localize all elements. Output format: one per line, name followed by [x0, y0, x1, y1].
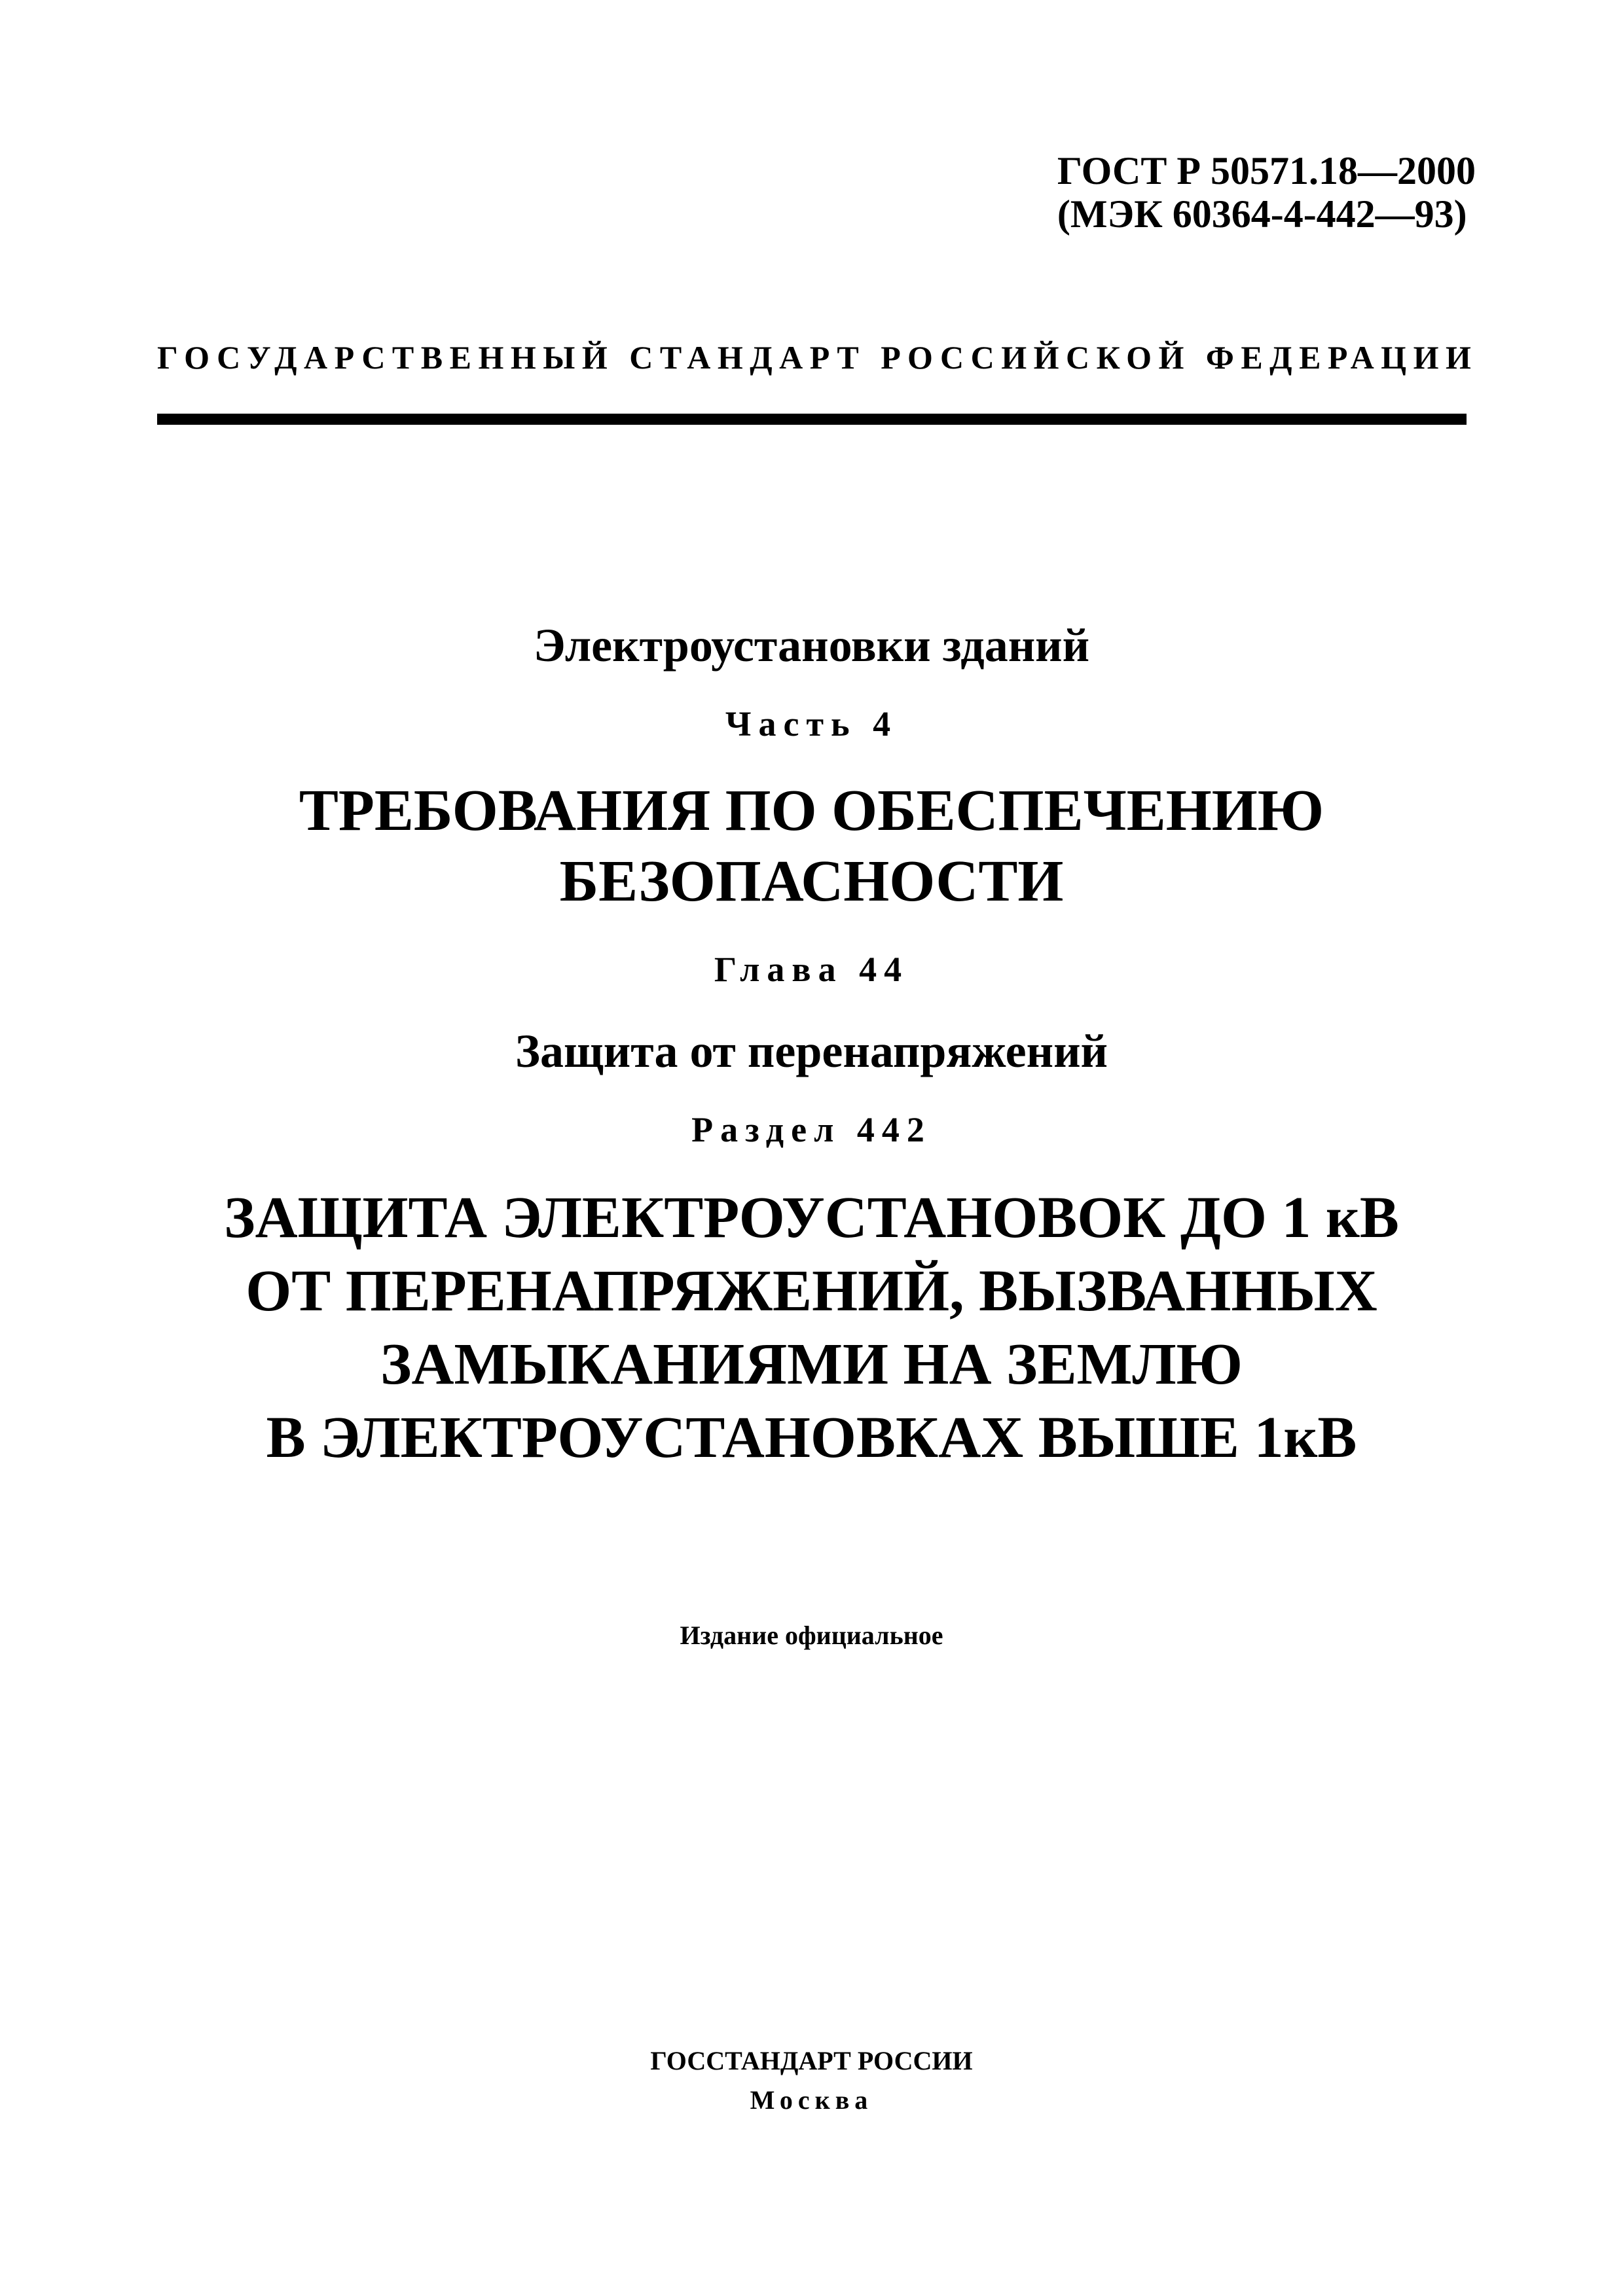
standard-number-block	[1057, 149, 1476, 236]
edition-note: Издание официальное	[680, 1621, 943, 1650]
section-title	[0, 1181, 1623, 1475]
publication-city: Москва	[750, 2085, 873, 2115]
chapter-label: Глава 44	[714, 950, 909, 989]
section-title-line: ЗАЩИТА ЭЛЕКТРОУСТАНОВОК ДО 1 кВ	[224, 1185, 1399, 1250]
chapter-title: Защита от перенапряжений	[515, 1025, 1108, 1077]
section-title-line: В ЭЛЕКТРОУСТАНОВКАХ ВЫШЕ 1кВ	[266, 1405, 1357, 1470]
iec-number: (МЭК 60364-4-442—93)	[1057, 192, 1467, 236]
section-label: Раздел 442	[691, 1110, 932, 1149]
state-standard-heading: ГОСУДАРСТВЕННЫЙ СТАНДАРТ РОССИЙСКОЙ ФЕДЕРАЦИИ	[157, 339, 1478, 376]
part-title-line: БЕЗОПАСНОСТИ	[559, 849, 1064, 914]
section-title-line: ОТ ПЕРЕНАПРЯЖЕНИЙ, ВЫЗВАННЫХ	[246, 1259, 1377, 1323]
section-title-line: ЗАМЫКАНИЯМИ НА ЗЕМЛЮ	[380, 1332, 1243, 1397]
part-title	[0, 776, 1623, 917]
gost-number: ГОСТ Р 50571.18—2000	[1057, 149, 1476, 192]
publisher: ГОССТАНДАРТ РОССИИ	[650, 2046, 973, 2075]
series-title: Электроустановки зданий	[533, 619, 1090, 672]
part-label: Часть 4	[725, 704, 898, 744]
header-divider	[157, 414, 1467, 425]
part-title-line: ТРЕБОВАНИЯ ПО ОБЕСПЕЧЕНИЮ	[299, 778, 1324, 843]
